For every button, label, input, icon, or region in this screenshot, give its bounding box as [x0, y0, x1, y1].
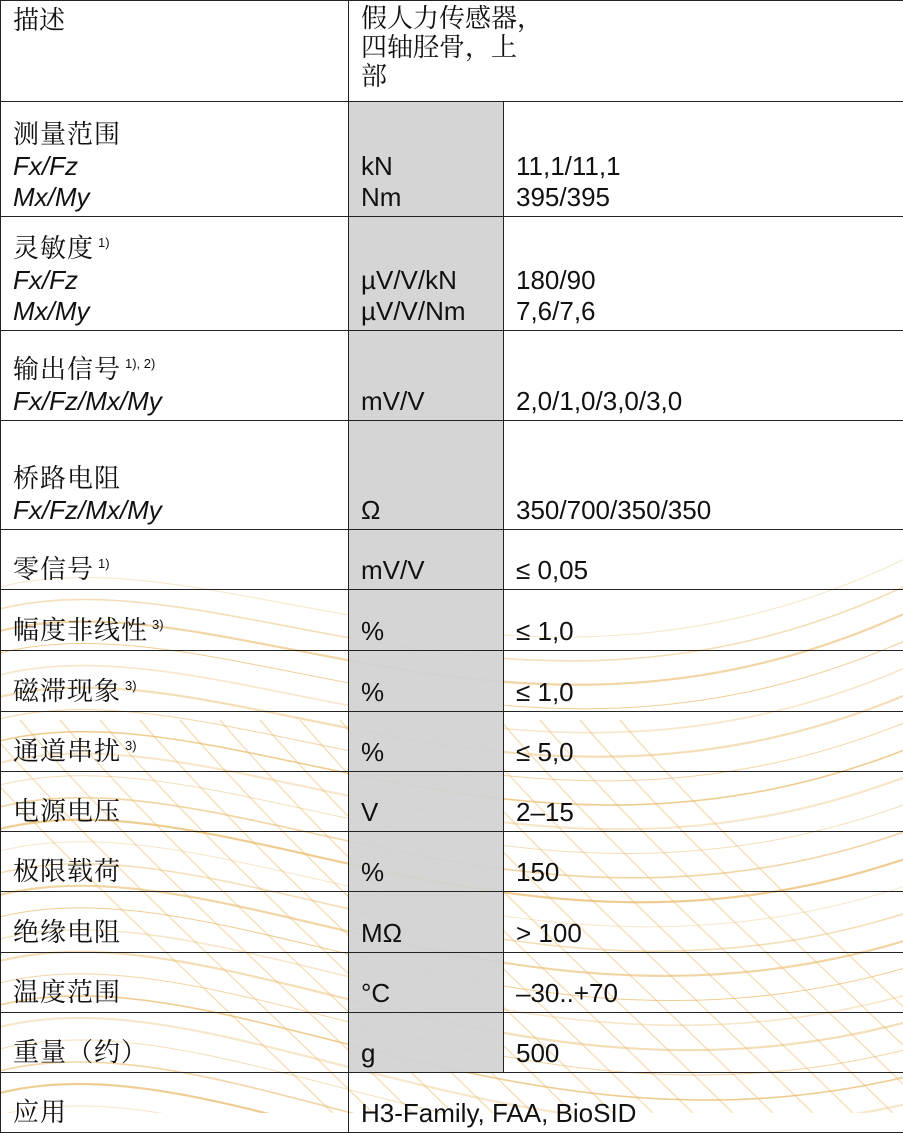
param-title-line	[13, 917, 348, 949]
row-temperature-range	[1, 953, 903, 1013]
unit-cell-amplitude-nonlinearity	[349, 590, 504, 651]
application-value: H3-Family, FAA, BioSID	[361, 1098, 636, 1128]
value-text: –30..+70	[516, 978, 903, 1009]
param-title-line	[13, 676, 348, 708]
param-name: 输出信号	[13, 355, 121, 385]
unit-cell-weight	[349, 1013, 504, 1073]
param-symbol: Fx/Fz/Mx/My	[13, 495, 348, 526]
unit-cell-sensitivity	[349, 217, 504, 331]
footnote-marker: 1)	[98, 235, 110, 250]
param-cell-insulation-resistance	[1, 892, 349, 953]
param-symbol: Fx/Fz/Mx/My	[13, 386, 348, 417]
param-name: 桥路电阻	[13, 464, 121, 494]
param-title-line	[13, 796, 348, 828]
value-cell-temperature-range	[504, 953, 903, 1013]
param-title-line	[13, 354, 348, 386]
row-bridge-resistance	[1, 421, 903, 530]
value-cell-limit-load	[504, 832, 903, 892]
param-cell-hysteresis	[1, 651, 349, 712]
unit-text: %	[361, 677, 503, 708]
value-text: ≤ 1,0	[516, 616, 903, 647]
footnote-marker: 3)	[152, 617, 164, 632]
param-name: 零信号	[13, 555, 94, 585]
value-text: 395/395	[516, 182, 903, 213]
unit-text: kN	[361, 151, 503, 182]
value-cell-supply-voltage	[504, 772, 903, 832]
param-cell-zero-signal	[1, 530, 349, 590]
unit-text: mV/V	[361, 555, 503, 586]
param-name: 灵敏度	[13, 234, 94, 264]
value-cell-measure-range	[504, 102, 903, 217]
param-symbol: Mx/My	[13, 182, 348, 213]
row-output-signal	[1, 331, 903, 421]
param-title-line	[13, 615, 348, 647]
param-name: 磁滞现象	[13, 677, 121, 707]
value-text: 2,0/1,0/3,0/3,0	[516, 386, 903, 417]
param-title-line	[13, 1037, 348, 1069]
description-value-cell	[349, 1, 903, 102]
value-cell-insulation-resistance	[504, 892, 903, 953]
unit-text: µV/V/Nm	[361, 296, 503, 327]
param-name: 通道串扰	[13, 737, 121, 767]
param-name: 重量（约）	[13, 1038, 148, 1068]
unit-text: mV/V	[361, 386, 503, 417]
param-cell-output-signal	[1, 331, 349, 421]
footnote-marker: 1), 2)	[125, 356, 155, 371]
unit-cell-insulation-resistance	[349, 892, 504, 953]
unit-cell-supply-voltage	[349, 772, 504, 832]
param-symbol: Mx/My	[13, 296, 348, 327]
value-cell-crosstalk	[504, 712, 903, 772]
unit-cell-zero-signal	[349, 530, 504, 590]
unit-text: g	[361, 1038, 503, 1069]
row-application	[1, 1073, 903, 1133]
application-label: 应用	[13, 1098, 67, 1128]
unit-text: V	[361, 797, 503, 828]
param-cell-limit-load	[1, 832, 349, 892]
value-text: ≤ 5,0	[516, 737, 903, 768]
row-hysteresis	[1, 651, 903, 712]
param-title-line	[13, 463, 348, 495]
value-text: ≤ 1,0	[516, 677, 903, 708]
value-text: 180/90	[516, 265, 903, 296]
value-text: 7,6/7,6	[516, 296, 903, 327]
param-cell-crosstalk	[1, 712, 349, 772]
param-cell-measure-range	[1, 102, 349, 217]
unit-text: Nm	[361, 182, 503, 213]
param-cell-sensitivity	[1, 217, 349, 331]
param-name: 电源电压	[13, 797, 121, 827]
param-cell-supply-voltage	[1, 772, 349, 832]
row-zero-signal	[1, 530, 903, 590]
row-amplitude-nonlinearity	[1, 590, 903, 651]
unit-text: µV/V/kN	[361, 265, 503, 296]
value-cell-amplitude-nonlinearity	[504, 590, 903, 651]
header-row	[1, 1, 903, 102]
footnote-marker: 1)	[98, 556, 110, 571]
unit-text: Ω	[361, 495, 503, 526]
value-cell-bridge-resistance	[504, 421, 903, 530]
row-limit-load	[1, 832, 903, 892]
application-label-cell	[1, 1073, 349, 1133]
param-title-line	[13, 977, 348, 1009]
unit-cell-measure-range	[349, 102, 504, 217]
unit-cell-temperature-range	[349, 953, 504, 1013]
unit-text: %	[361, 737, 503, 768]
value-cell-zero-signal	[504, 530, 903, 590]
description-label: 描述	[13, 6, 65, 36]
unit-cell-limit-load	[349, 832, 504, 892]
description-line-3: 部	[361, 63, 903, 92]
unit-cell-crosstalk	[349, 712, 504, 772]
param-title-line	[13, 119, 348, 151]
description-line-1: 假人力传感器，	[361, 5, 903, 34]
value-text: 350/700/350/350	[516, 495, 903, 526]
param-title-line	[13, 554, 348, 586]
value-text: 500	[516, 1038, 903, 1069]
param-title-line	[13, 856, 348, 888]
row-weight	[1, 1013, 903, 1073]
value-text: 2–15	[516, 797, 903, 828]
param-name: 绝缘电阻	[13, 918, 121, 948]
row-measure-range	[1, 102, 903, 217]
unit-text: %	[361, 857, 503, 888]
value-text: 150	[516, 857, 903, 888]
param-cell-bridge-resistance	[1, 421, 349, 530]
unit-text: °C	[361, 978, 503, 1009]
row-crosstalk	[1, 712, 903, 772]
value-cell-sensitivity	[504, 217, 903, 331]
param-title-line	[13, 736, 348, 768]
row-supply-voltage	[1, 772, 903, 832]
param-symbol: Fx/Fz	[13, 151, 348, 182]
description-line-2: 四轴胫骨，上	[361, 34, 903, 63]
footnote-marker: 3)	[125, 738, 137, 753]
description-label-cell	[1, 1, 349, 102]
unit-cell-bridge-resistance	[349, 421, 504, 530]
unit-cell-hysteresis	[349, 651, 504, 712]
value-text: > 100	[516, 918, 903, 949]
value-text: ≤ 0,05	[516, 555, 903, 586]
param-symbol: Fx/Fz	[13, 265, 348, 296]
row-sensitivity	[1, 217, 903, 331]
unit-cell-output-signal	[349, 331, 504, 421]
row-insulation-resistance	[1, 892, 903, 953]
param-cell-amplitude-nonlinearity	[1, 590, 349, 651]
param-name: 温度范围	[13, 978, 121, 1008]
param-name: 幅度非线性	[13, 616, 148, 646]
application-value-cell	[349, 1073, 903, 1133]
footnote-marker: 3)	[125, 678, 137, 693]
value-cell-weight	[504, 1013, 903, 1073]
param-cell-weight	[1, 1013, 349, 1073]
param-title-line	[13, 233, 348, 265]
param-cell-temperature-range	[1, 953, 349, 1013]
value-cell-hysteresis	[504, 651, 903, 712]
unit-text: %	[361, 616, 503, 647]
param-name: 极限载荷	[13, 857, 121, 887]
param-name: 测量范围	[13, 120, 121, 150]
unit-text: MΩ	[361, 918, 503, 949]
value-text: 11,1/11,1	[516, 151, 903, 182]
value-cell-output-signal	[504, 331, 903, 421]
